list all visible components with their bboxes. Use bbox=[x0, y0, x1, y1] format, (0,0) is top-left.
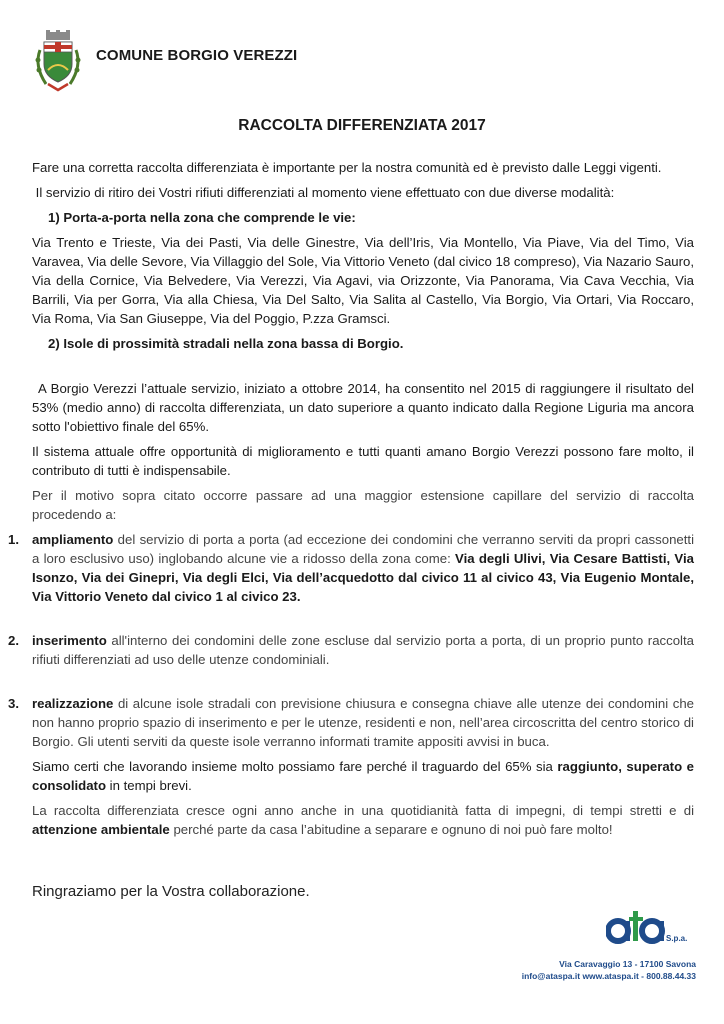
status-paragraph-3: Per il motivo sopra citato occorre passare ad una maggior estensione capillare del servizio di raccolta procedendo a: bbox=[32, 488, 694, 522]
step-item-3 bbox=[8, 694, 694, 751]
intro-paragraph-1: Fare una corretta raccolta differenziata è importante per la nostra comunità ed è previsto dalle Leggi vigenti. bbox=[32, 160, 662, 175]
svg-text:S.p.a.: S.p.a. bbox=[666, 934, 688, 943]
footer-address bbox=[522, 958, 696, 982]
closing-text: in tempi brevi. bbox=[106, 778, 192, 793]
step-item-1 bbox=[8, 530, 694, 606]
thanks-line: Ringraziamo per la Vostra collaborazione. bbox=[32, 883, 310, 900]
step-number: 1. bbox=[8, 532, 19, 547]
step-item-2 bbox=[8, 631, 694, 669]
step-text: all'interno dei condomini delle zone escluse dal servizio porta a porta, di un proprio punto raccolta rifiuti differenziati ad uso delle utenze condominiali. bbox=[32, 633, 694, 667]
step-keyword: realizzazione bbox=[32, 696, 114, 711]
closing-paragraph-1 bbox=[32, 757, 694, 795]
step-text: del servizio di porta a porta (ad eccezione dei condomini che verranno serviti da propri cassonetti a loro esclusivo uso) inglobando alcune vie a ridosso della zona come: bbox=[32, 532, 694, 566]
status-paragraph-2: Il sistema attuale offre opportunità di miglioramento e tutti quanti amano Borgio Verezzi possono fare molto, il contributo di tutti è indispensabile. bbox=[32, 444, 694, 478]
step-number: 2. bbox=[8, 633, 19, 648]
comune-name: COMUNE BORGIO VEREZZI bbox=[96, 47, 298, 64]
address-line: Via Caravaggio 13 - 17100 Savona bbox=[559, 959, 696, 969]
intro-paragraph-2: Il servizio di ritiro dei Vostri rifiuti differenziati al momento viene effettuato con due diverse modalità: bbox=[32, 185, 615, 200]
contact-line: info@ataspa.it www.ataspa.it - 800.88.44.33 bbox=[521, 971, 696, 981]
mode2-heading: 2) Isole di prossimità stradali nella zona bassa di Borgio. bbox=[48, 336, 404, 351]
ata-logo-icon bbox=[606, 905, 690, 945]
mode1-heading: 1) Porta-a-porta nella zona che comprende le vie: bbox=[48, 210, 356, 225]
step-text: di alcune isole stradali con previsione chiusura e consegna chiave alle utenze dei condomini che non hanno proprio spazio di inserimento e per le utenze, residenti e non, nell’area circoscritta del centro storico di Borgio. Gli utenti serviti da queste isole verranno informati tramite appositi avvisi in buca. bbox=[32, 696, 694, 749]
step-keyword: inserimento bbox=[32, 633, 107, 648]
mode1-streets: Via Trento e Trieste, Via dei Pasti, Via delle Ginestre, Via dell’Iris, Via Montello, Via Piave, Via del Timo, Via Varavea, Via delle Sevore, Via Villaggio del Sole, Via Vittorio Veneto (dal civico 18 compreso), Via Nazario Sauro, Via della Cornice, Via Belvedere, Via Verezzi, Via Agavi, via Orizzonte, Via Panorama, Via Cava Vecchia, Via Barrili, Via per Gorra, Via alla Chiesa, Via Del Salto, Via Salita al Castello, Via Borgio, Via Ortari, Via Roccaro, Via Roma, Via San Giuseppe, Via del Poggio, P.zza Gramsci. bbox=[32, 235, 694, 326]
step-number: 3. bbox=[8, 696, 19, 711]
closing-text: Siamo certi che lavorando insieme molto possiamo fare perché il traguardo del 65% sia bbox=[32, 759, 558, 774]
closing-text: perché parte da casa l’abitudine a separare e ognuno di noi può fare molto! bbox=[169, 822, 613, 837]
document-title: RACCOLTA DIFFERENZIATA 2017 bbox=[238, 117, 486, 134]
status-paragraph-1: A Borgio Verezzi l’attuale servizio, iniziato a ottobre 2014, ha consentito nel 2015 di raggiungere il risultato del 53% (medio anno) di raccolta differenziata, un dato superiore a quanto indicato dalla Regione Liguria ma ancora sotto l'obiettivo finale del 65%. bbox=[32, 381, 694, 434]
step-streets: Via degli Ulivi, Via Cesare Battisti, Via Isonzo, Via dei Ginepri, Via degli Elci, Via dell’acquedotto dal civico 11 al civico 43, Via Eugenio Montale, Via Vittorio Veneto dal civico 1 al civico 23. bbox=[32, 551, 694, 604]
step-keyword: ampliamento bbox=[32, 532, 114, 547]
document-body bbox=[8, 158, 694, 839]
closing-text: La raccolta differenziata cresce ogni anno anche in una quotidianità fatta di impegni, di tempi stretti e di bbox=[32, 803, 694, 818]
closing-emphasis: attenzione ambientale bbox=[32, 822, 170, 837]
closing-emphasis: raggiunto, superato e consolidato bbox=[32, 759, 694, 793]
closing-paragraph-2 bbox=[32, 801, 694, 839]
municipal-crest-icon bbox=[30, 30, 86, 94]
